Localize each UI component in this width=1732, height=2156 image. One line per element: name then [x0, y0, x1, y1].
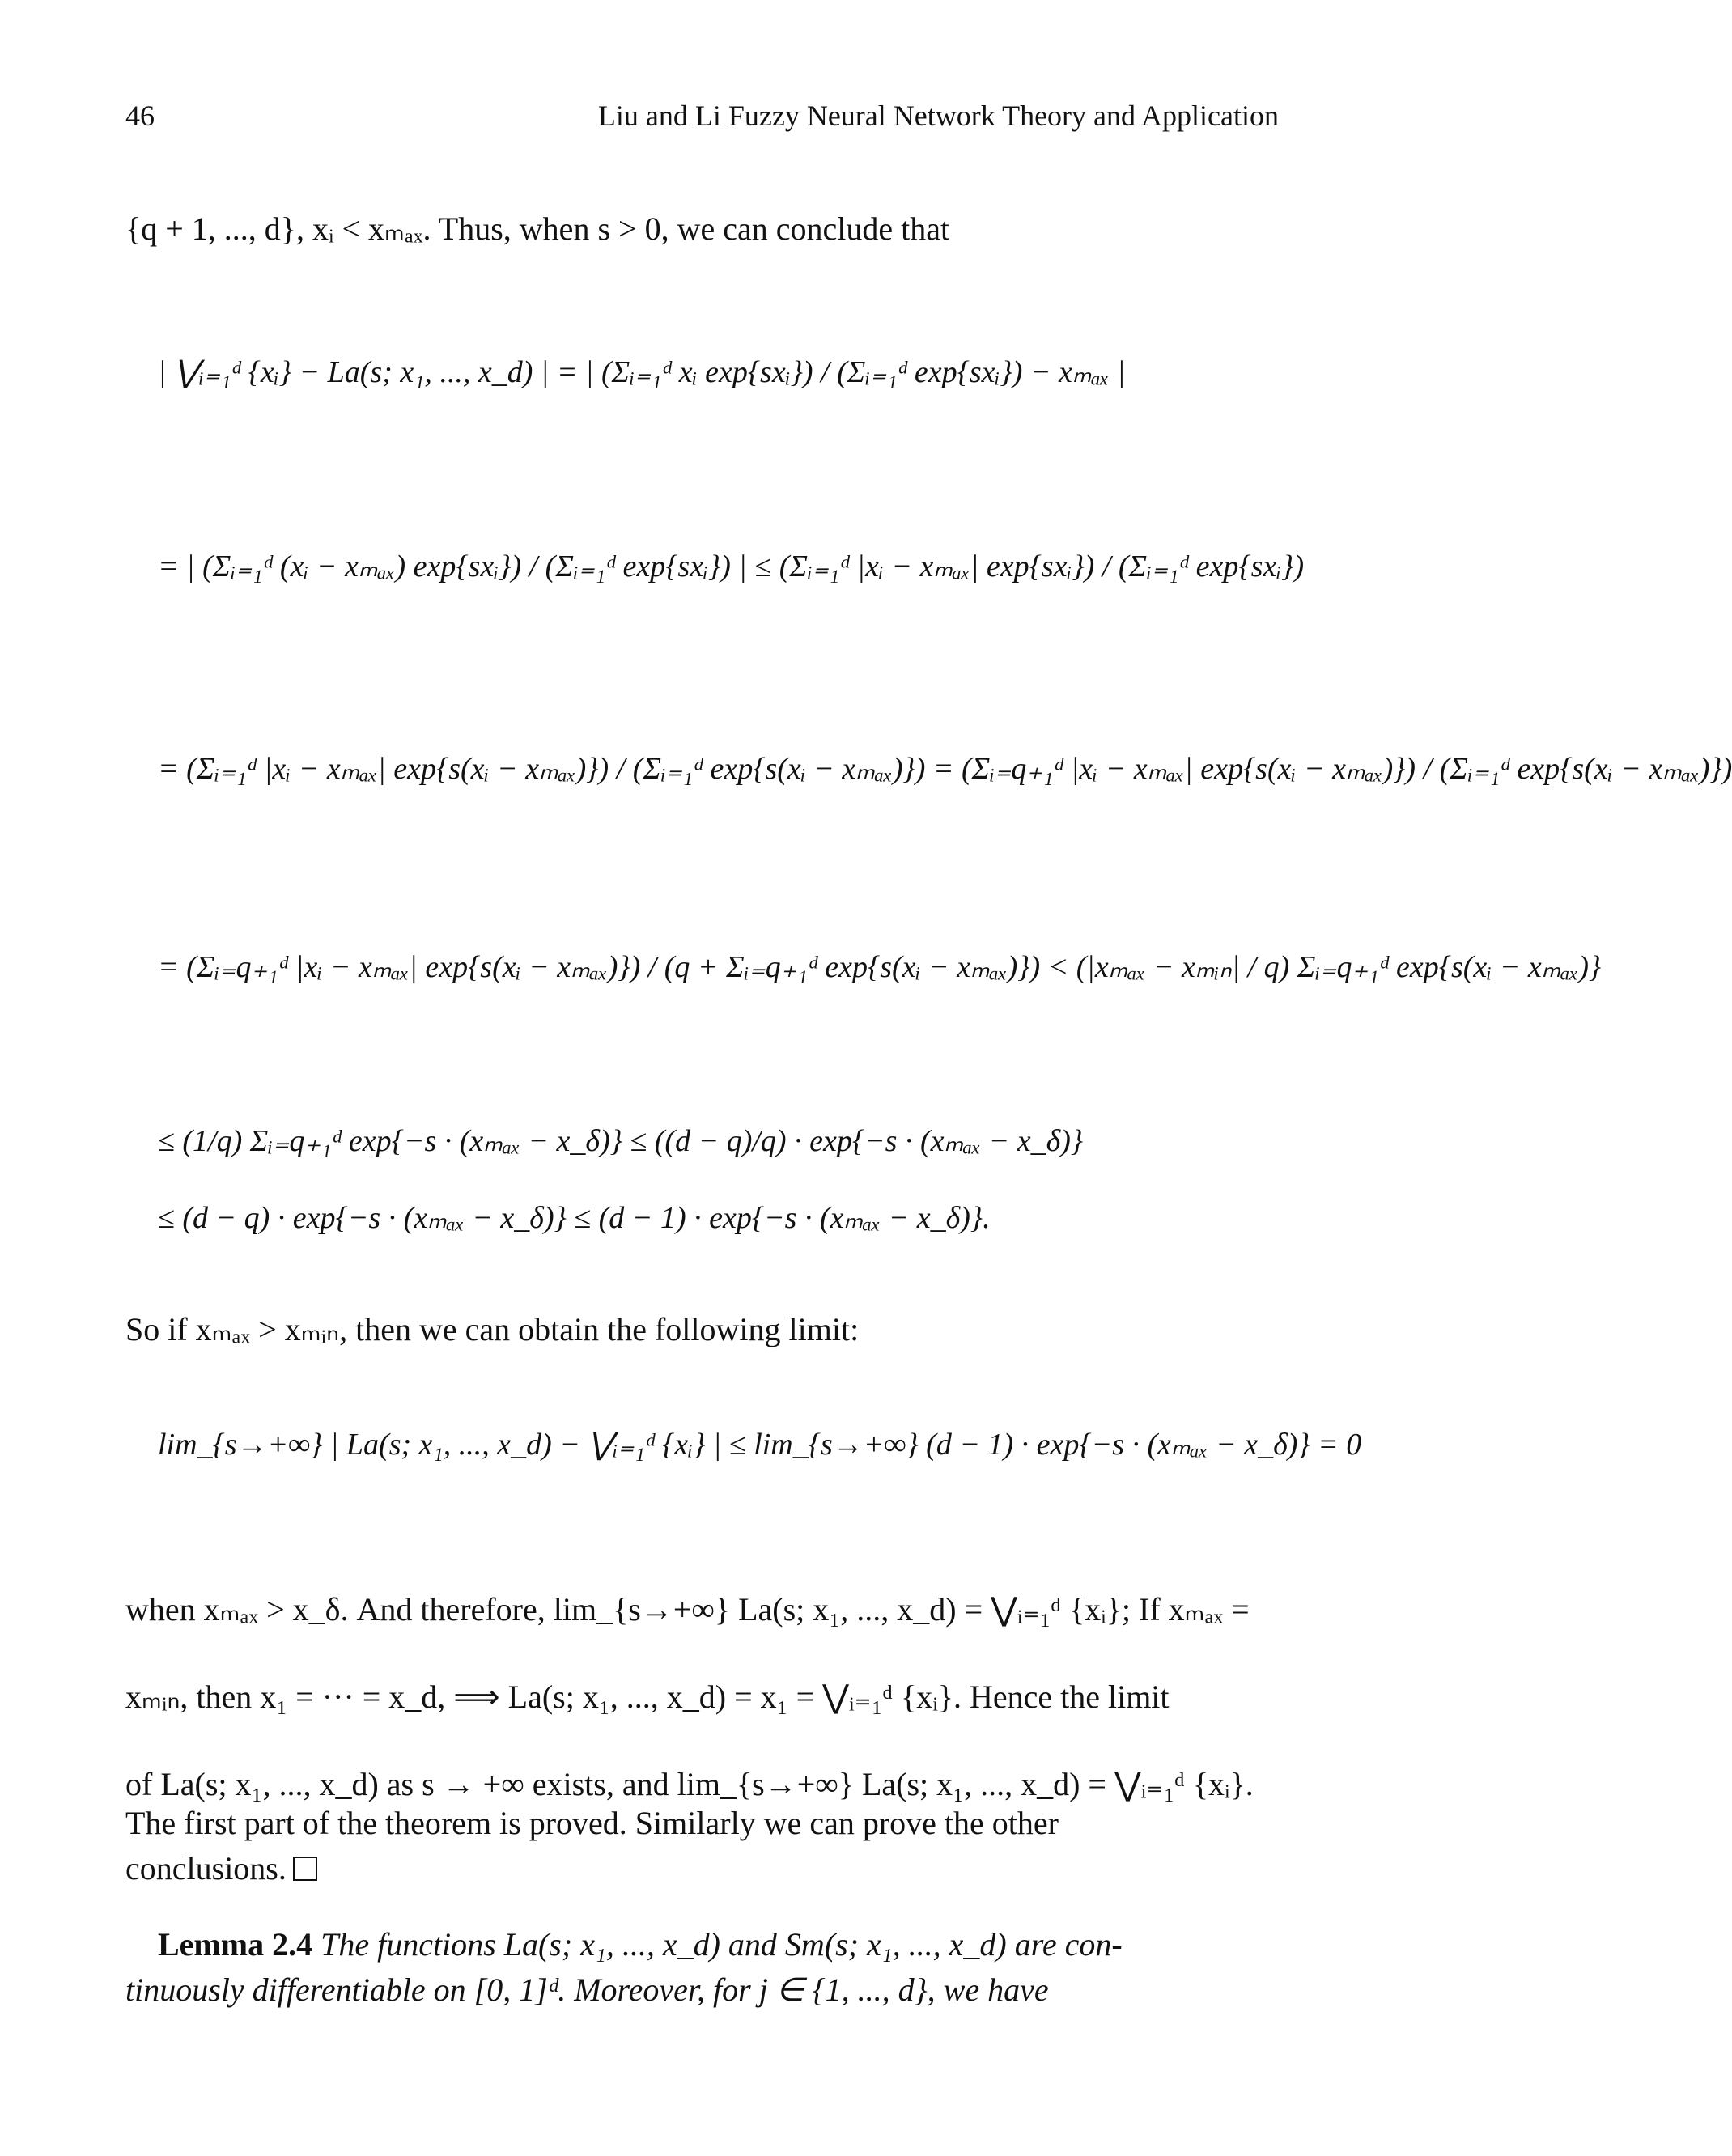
- conclusion-line-2: xₘᵢₙ, then x₁ = ··· = x_d, ⟹ La(s; x₁, ..., x_d) = x₁ = ⋁ᵢ₌₁ᵈ {xᵢ}. Hence the limit: [125, 1679, 1170, 1715]
- conclusion-line-5: conclusions.: [125, 1850, 287, 1886]
- equation-line-4: = (Σᵢ₌q₊₁ᵈ |xᵢ − xₘₐₓ| exp{s(xᵢ − xₘₐₓ)}) / (q + Σᵢ₌q₊₁ᵈ exp{s(xᵢ − xₘₐₓ)}) < (|xₘₐₓ − xₘᵢₙ| / q) Σᵢ₌q₊₁ᵈ exp{s(xᵢ − xₘₐₓ)}: [158, 950, 1602, 984]
- conclusion-line-1: when xₘₐₓ > x_δ. And therefore, lim_{s→+∞} La(s; x₁, ..., x_d) = ⋁ᵢ₌₁ᵈ {xᵢ}; If xₘₐₓ =: [125, 1591, 1250, 1628]
- lemma-continuation: [125, 1967, 1279, 2013]
- qed-box-icon: [293, 1857, 317, 1881]
- lemma-statement: [158, 1922, 1279, 1967]
- intro-line: {q + 1, ..., d}, xᵢ < xₘₐₓ. Thus, when s > 0, we can conclude that: [125, 210, 950, 247]
- equation-line-5: ≤ (1/q) Σᵢ₌q₊₁ᵈ exp{−s · (xₘₐₓ − x_δ)} ≤ ((d − q)/q) · exp{−s · (xₘₐₓ − x_δ)}: [158, 1124, 1084, 1158]
- so-if-line: So if xₘₐₓ > xₘᵢₙ, then we can obtain the following limit:: [125, 1311, 860, 1348]
- equation-line-6: ≤ (d − q) · exp{−s · (xₘₐₓ − x_δ)} ≤ (d − 1) · exp{−s · (xₘₐₓ − x_δ)}.: [158, 1201, 991, 1235]
- equation-line-2: = | (Σᵢ₌₁ᵈ (xᵢ − xₘₐₓ) exp{sxᵢ}) / (Σᵢ₌₁ᵈ exp{sxᵢ}) | ≤ (Σᵢ₌₁ᵈ |xᵢ − xₘₐₓ| exp{sxᵢ}) / (Σᵢ₌₁ᵈ exp{sxᵢ}): [158, 550, 1305, 584]
- page-number: 46: [125, 100, 155, 132]
- conclusion-line-3: of La(s; x₁, ..., x_d) as s → +∞ exists, and lim_{s→+∞} La(s; x₁, ..., x_d) = ⋁ᵢ₌₁ᵈ {xᵢ}.: [125, 1766, 1254, 1802]
- lemma-label: Lemma 2.4: [158, 1926, 313, 1963]
- limit-equation: lim_{s→+∞} | La(s; x₁, ..., x_d) − ⋁ᵢ₌₁ᵈ {xᵢ} | ≤ lim_{s→+∞} (d − 1) · exp{−s · (xₘₐₓ − x_δ)} = 0: [158, 1428, 1362, 1462]
- conclusion-line-4: The first part of the theorem is proved. Similarly we can prove the other: [125, 1805, 1059, 1841]
- lemma-text-line-2: tinuously differentiable on [0, 1]ᵈ. Moreover, for j ∈ {1, ..., d}, we have: [125, 1971, 1049, 2008]
- running-title: Liu and Li Fuzzy Neural Network Theory and Application: [597, 100, 1279, 132]
- equation-line-1: | ⋁ᵢ₌₁ᵈ {xᵢ} − La(s; x₁, ..., x_d) | = | (Σᵢ₌₁ᵈ xᵢ exp{sxᵢ}) / (Σᵢ₌₁ᵈ exp{sxᵢ}) − xₘₐₓ |: [158, 355, 1126, 389]
- conclusion-paragraph: [125, 1566, 1279, 1828]
- equation-line-3: = (Σᵢ₌₁ᵈ |xᵢ − xₘₐₓ| exp{s(xᵢ − xₘₐₓ)}) / (Σᵢ₌₁ᵈ exp{s(xᵢ − xₘₐₓ)}) = (Σᵢ₌q₊₁ᵈ |xᵢ − xₘₐₓ| exp{s(xᵢ − xₘₐₓ)}) / (Σᵢ₌₁ᵈ exp{s(xᵢ − xₘₐₓ)}): [158, 752, 1732, 786]
- lemma-text-line-1: The functions La(s; x₁, ..., x_d) and Sm(s; x₁, ..., x_d) are con-: [321, 1926, 1123, 1963]
- conclusion-paragraph-end: [125, 1801, 1279, 1891]
